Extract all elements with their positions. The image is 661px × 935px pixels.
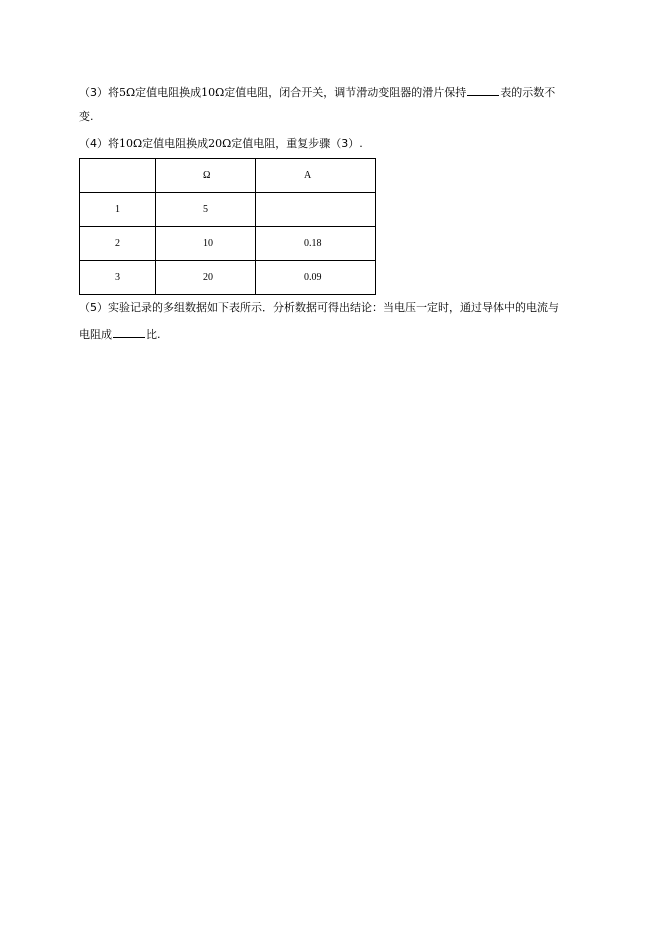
step3-resistance-1: 5Ω: [119, 86, 136, 99]
step4-line: [79, 132, 589, 155]
table-cell: [256, 193, 376, 227]
data-table: [79, 158, 376, 295]
table-cell: 20: [156, 261, 256, 295]
step3-text-c: 定值电阻，闭合开关，调节滑动变阻器的滑片保持: [224, 86, 467, 99]
answer-blank-ratio[interactable]: [113, 327, 145, 338]
step4-text-c: 定值电阻，重复步骤（3）.: [231, 137, 363, 150]
step3-resistance-2: 10Ω: [201, 86, 225, 99]
table-cell: 10: [156, 227, 256, 261]
table-cell: 1: [80, 193, 156, 227]
answer-blank-meter[interactable]: [467, 85, 499, 96]
table-cell: 0.18: [256, 227, 376, 261]
table-row: [80, 227, 376, 261]
step3-line2: 变.: [79, 110, 94, 123]
table-row: [80, 261, 376, 295]
table-cell: 5: [156, 193, 256, 227]
step5-text-a: 电阻成: [79, 328, 112, 341]
step3-text-a: （3）将: [79, 86, 119, 99]
table-row: [80, 193, 376, 227]
table-header-cell: A: [256, 159, 376, 193]
table-cell: 2: [80, 227, 156, 261]
step3-text-d: 表的示数不: [500, 86, 556, 99]
table-header-cell: [80, 159, 156, 193]
step5-text-b: 比.: [146, 328, 161, 341]
table-cell: 3: [80, 261, 156, 295]
step5-line1: （5）实验记录的多组数据如下表所示．分析数据可得出结论：当电压一定时，通过导体中的电流与: [79, 301, 559, 314]
step3-line1: [79, 81, 589, 104]
step4-resistance-2: 20Ω: [208, 137, 232, 150]
step4-text-a: （4）将: [79, 137, 119, 150]
step4-text-b: 定值电阻换成: [142, 137, 209, 150]
step5-line2: [79, 323, 589, 346]
step3-text-b: 定值电阻换成: [135, 86, 202, 99]
table-header-row: [80, 159, 376, 193]
table-cell: 0.09: [256, 261, 376, 295]
step4-resistance-1: 10Ω: [119, 137, 143, 150]
table-header-cell: Ω: [156, 159, 256, 193]
